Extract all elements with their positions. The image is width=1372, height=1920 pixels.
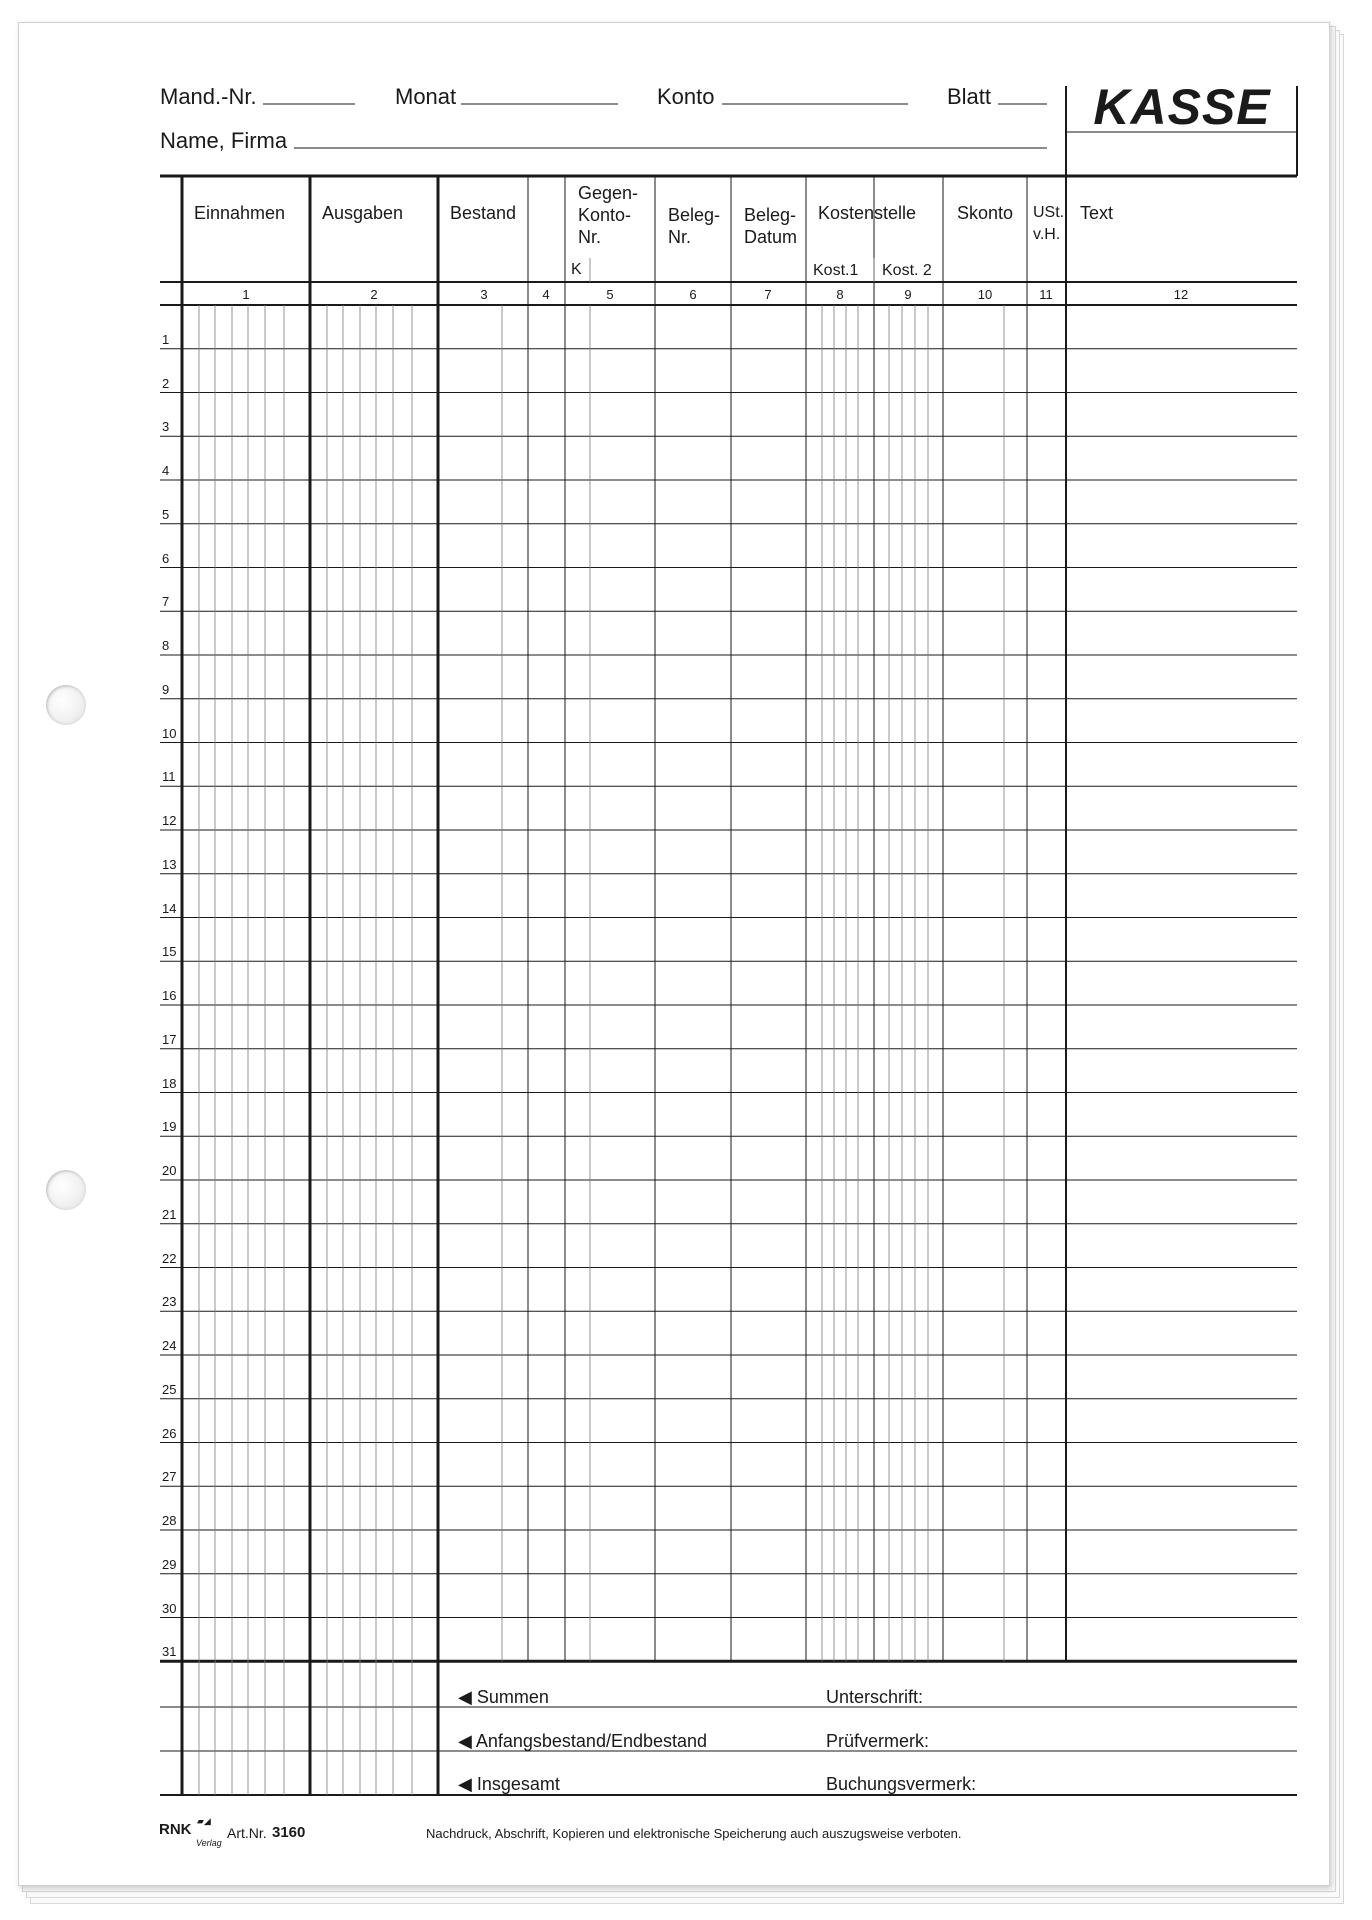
insgesamt-label: ◀ Insgesamt bbox=[458, 1774, 560, 1794]
row-number-23: 23 bbox=[162, 1294, 177, 1310]
row-number-30: 30 bbox=[162, 1600, 177, 1616]
header-ausgaben: Ausgaben bbox=[322, 203, 404, 223]
row-number-17: 17 bbox=[162, 1031, 177, 1047]
konto-label: Konto bbox=[657, 84, 715, 109]
art-nr-value: 3160 bbox=[272, 1824, 306, 1841]
rnk-logo-subtitle: Verlag bbox=[196, 1838, 222, 1848]
rnk-logo: RNK bbox=[159, 1821, 192, 1838]
row-number-28: 28 bbox=[162, 1513, 177, 1528]
art-nr-label: Art.Nr. bbox=[227, 1825, 267, 1841]
column-number-7: 7 bbox=[764, 287, 772, 302]
row-number-19: 19 bbox=[162, 1119, 177, 1135]
name-firma-label: Name, Firma bbox=[160, 128, 288, 153]
anfangsbestand-label: ◀ Anfangsbestand/Endbestand bbox=[458, 1731, 708, 1751]
monat-label: Monat bbox=[395, 84, 457, 109]
row-number-4: 4 bbox=[162, 463, 170, 478]
column-number-12: 12 bbox=[1173, 287, 1189, 302]
column-number-2: 2 bbox=[370, 287, 378, 302]
row-number-14: 14 bbox=[162, 900, 177, 916]
row-number-27: 27 bbox=[162, 1469, 177, 1485]
row-number-29: 29 bbox=[162, 1556, 177, 1572]
header-gegenkonto-line2: Konto- bbox=[578, 205, 632, 225]
row-number-2: 2 bbox=[162, 375, 170, 391]
header-kost1: Kost.1 bbox=[813, 262, 859, 279]
header-ust-line2: v.H. bbox=[1033, 226, 1061, 243]
header-kostenstelle: Kostenstelle bbox=[818, 203, 917, 223]
row-number-13: 13 bbox=[162, 856, 177, 872]
unterschrift-label: Unterschrift: bbox=[826, 1687, 924, 1707]
row-number-16: 16 bbox=[162, 988, 177, 1003]
row-number-21: 21 bbox=[162, 1206, 177, 1222]
row-number-3: 3 bbox=[162, 419, 170, 435]
copyright-notice: Nachdruck, Abschrift, Kopieren und elektronische Speicherung auch auszugsweise verboten. bbox=[426, 1826, 962, 1841]
row-number-20: 20 bbox=[162, 1163, 177, 1178]
rnk-logo-mark-icon: ▰◢ bbox=[197, 1816, 211, 1826]
row-number-26: 26 bbox=[162, 1425, 177, 1441]
header-belegdatum-line1: Beleg- bbox=[744, 205, 797, 225]
header-gegenkonto-line1: Gegen- bbox=[578, 183, 639, 203]
header-belegnr-line2: Nr. bbox=[668, 227, 692, 247]
form-title: KASSE bbox=[1093, 79, 1271, 135]
column-number-11: 11 bbox=[1039, 287, 1053, 302]
column-number-8: 8 bbox=[836, 287, 844, 302]
column-number-6: 6 bbox=[689, 287, 697, 302]
row-number-5: 5 bbox=[162, 506, 170, 522]
column-number-1: 1 bbox=[242, 287, 250, 302]
header-belegdatum-line2: Datum bbox=[744, 227, 798, 247]
column-number-9: 9 bbox=[904, 287, 912, 302]
row-number-7: 7 bbox=[162, 594, 170, 610]
row-number-9: 9 bbox=[162, 681, 170, 697]
header-bestand: Bestand bbox=[450, 203, 517, 223]
column-number-5: 5 bbox=[606, 287, 614, 302]
pruefvermerk-label: Prüfvermerk: bbox=[826, 1731, 930, 1751]
row-number-8: 8 bbox=[162, 638, 170, 653]
mand-nr-label: Mand.-Nr. bbox=[160, 84, 257, 109]
header-ust-line1: USt. bbox=[1033, 204, 1065, 221]
header-gegenkonto-k: K bbox=[571, 261, 582, 278]
row-number-6: 6 bbox=[162, 550, 170, 566]
header-skonto: Skonto bbox=[957, 203, 1014, 223]
row-number-12: 12 bbox=[162, 813, 177, 828]
row-number-18: 18 bbox=[162, 1075, 177, 1091]
header-belegnr-line1: Beleg- bbox=[668, 205, 721, 225]
column-number-3: 3 bbox=[480, 287, 488, 302]
row-number-10: 10 bbox=[162, 725, 177, 741]
row-number-22: 22 bbox=[162, 1250, 177, 1266]
blatt-label: Blatt bbox=[947, 84, 992, 109]
summen-label: ◀ Summen bbox=[458, 1687, 549, 1707]
header-kost2: Kost. 2 bbox=[882, 262, 932, 279]
column-number-4: 4 bbox=[542, 287, 550, 302]
header-einnahmen: Einnahmen bbox=[194, 203, 286, 223]
row-number-15: 15 bbox=[162, 944, 177, 960]
header-text: Text bbox=[1080, 203, 1114, 223]
buchungsvermerk-label: Buchungsvermerk: bbox=[826, 1774, 977, 1794]
row-number-1: 1 bbox=[162, 331, 170, 347]
column-number-10: 10 bbox=[977, 287, 993, 302]
row-number-11: 11 bbox=[162, 769, 176, 785]
row-number-25: 25 bbox=[162, 1381, 177, 1397]
row-number-24: 24 bbox=[162, 1338, 177, 1353]
row-number-31: 31 bbox=[162, 1644, 177, 1660]
header-gegenkonto-line3: Nr. bbox=[578, 227, 602, 247]
